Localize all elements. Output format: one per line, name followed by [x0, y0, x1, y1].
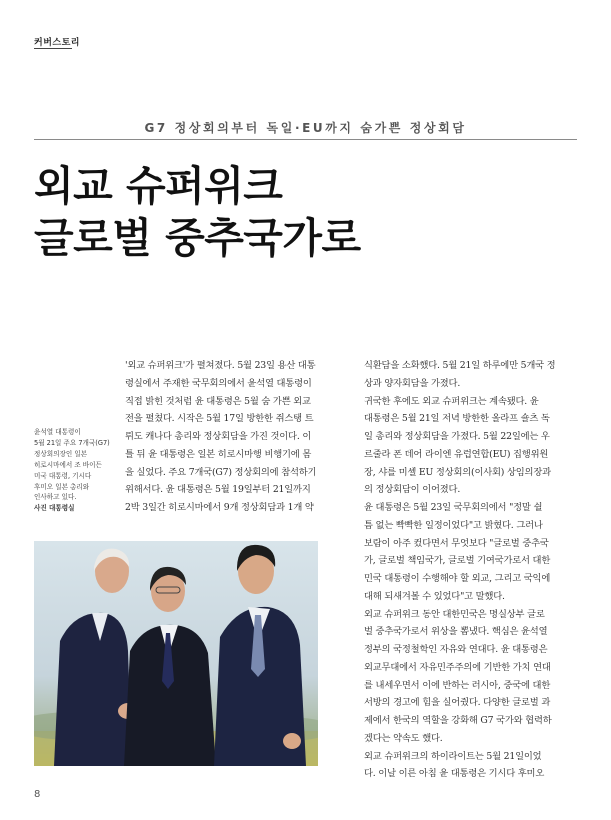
- text-line: 의 정상회담이 이어졌다.: [364, 484, 461, 496]
- text-line: 다. 이날 이른 아침 윤 대통령은 기시다 후미오: [364, 768, 545, 780]
- text-line: 외교 슈퍼위크의 하이라이트는 5월 21일이었: [364, 750, 542, 762]
- text-line: 보람이 아주 컸다면서 무엇보다 "글로벌 중추국: [364, 537, 549, 549]
- caption-line: 정상회의장인 일본: [34, 449, 88, 458]
- text-line: 령실에서 주재한 국무회의에서 윤석열 대통령이: [125, 377, 312, 389]
- text-line: 위해서다. 윤 대통령은 5월 19일부터 21일까지: [125, 484, 311, 496]
- text-line: 직접 밝힌 것처럼 윤 대통령은 5월 숨 가쁜 외교: [125, 395, 311, 407]
- text-line: 르줄라 폰 데어 라이엔 유럽연합(EU) 집행위원: [364, 448, 549, 460]
- headline-line: 외교 슈퍼위크: [34, 162, 283, 210]
- headline-line: 글로벌 중추국가로: [34, 214, 361, 262]
- page-number: 8: [34, 789, 41, 800]
- person-left: [54, 549, 138, 766]
- headline: [34, 160, 579, 264]
- kicker-rule: [34, 139, 577, 140]
- text-line: 를 내세우면서 이에 반하는 러시아, 중국에 대한: [364, 679, 551, 691]
- leaders-illustration: [34, 541, 318, 766]
- text-line: 틈 없는 빡빡한 일정이었다"고 밝혔다. 그러나: [364, 519, 543, 531]
- text-line: 전을 펼쳤다. 시작은 5월 17일 방한한 쥐스탱 트: [125, 413, 314, 425]
- person-right: [214, 545, 306, 766]
- text-line: 일 총리와 정상회담을 가졌다. 5월 22일에는 우: [364, 431, 550, 442]
- text-line: '외교 슈퍼위크'가 펼쳐졌다. 5월 23일 용산 대통: [125, 360, 316, 371]
- text-line: 대통령은 5월 21일 저녁 방한한 올라프 숄츠 독: [364, 413, 550, 425]
- text-line: 서방의 경고에 힘을 실어줬다. 다양한 글로벌 과: [364, 697, 551, 709]
- caption-line: 5월 21일 주요 7개국(G7): [34, 438, 110, 447]
- text-line: 상과 양자회담을 가졌다.: [364, 377, 461, 389]
- caption-line: 히로시마에서 조 바이든: [34, 460, 102, 469]
- text-line: 외교 슈퍼위크 동안 대한민국은 명실상부 글로: [364, 608, 545, 620]
- caption-line: 윤석열 대통령이: [34, 428, 81, 436]
- text-line: 2박 3일간 히로시마에서 9개 정상회담과 1개 약: [125, 502, 314, 513]
- text-line: 식환담을 소화했다. 5월 21일 하루에만 5개국 정: [364, 360, 556, 371]
- text-line: 귀국한 후에도 외교 슈퍼위크는 계속됐다. 윤: [364, 395, 539, 407]
- kicker: G7 정상회의부터 독일·EU까지 숨가쁜 정상회담: [144, 121, 467, 135]
- caption-line: 미국 대통령, 기시다: [34, 471, 92, 480]
- caption-line: 후미오 일본 총리와: [34, 482, 90, 491]
- text-line: 뤼도 캐나다 총리와 정상회담을 가진 것이다. 이: [125, 431, 312, 442]
- text-line: 대해 되새겨볼 수 있었다"고 말했다.: [364, 590, 505, 602]
- photo-credit: 사진 대통령실: [34, 504, 75, 513]
- text-line: 외교무대에서 자유민주주의에 기반한 가치 연대: [364, 661, 551, 673]
- leaders-photo: [34, 541, 318, 766]
- text-line: 겠다는 약속도 했다.: [364, 732, 443, 744]
- person-middle: [124, 567, 216, 766]
- section-label: 커버스토리: [34, 38, 80, 48]
- text-line: 정부의 국정철학인 자유와 연대다. 윤 대통령은: [364, 644, 548, 655]
- text-line: 을 실었다. 주요 7개국(G7) 정상회의에 참석하기: [125, 466, 317, 478]
- article-column-right: [364, 357, 575, 783]
- text-line: 틀 뒤 윤 대통령은 일본 히로시마행 비행기에 몸: [125, 448, 312, 460]
- article-column-left: [125, 357, 336, 517]
- text-line: 윤 대통령은 5월 23일 국무회의에서 "정말 쉴: [364, 502, 543, 513]
- text-line: 벌 중추국가로서 위상을 뽐냈다. 핵심은 윤석열: [364, 626, 548, 638]
- photo-caption: [34, 427, 124, 514]
- text-line: 민국 대통령이 수행해야 할 외교, 그리고 국익에: [364, 573, 551, 584]
- text-line: 가, 글로벌 책임국가, 글로벌 기여국가로서 대한: [364, 555, 551, 567]
- section-rule: [34, 48, 72, 49]
- caption-line: 인사하고 있다.: [34, 493, 77, 502]
- text-line: 장, 샤를 미셸 EU 정상회의(이사회) 상임의장과: [364, 466, 551, 478]
- text-line: 제에서 한국의 역할을 강화해 G7 국가와 협력하: [364, 715, 552, 726]
